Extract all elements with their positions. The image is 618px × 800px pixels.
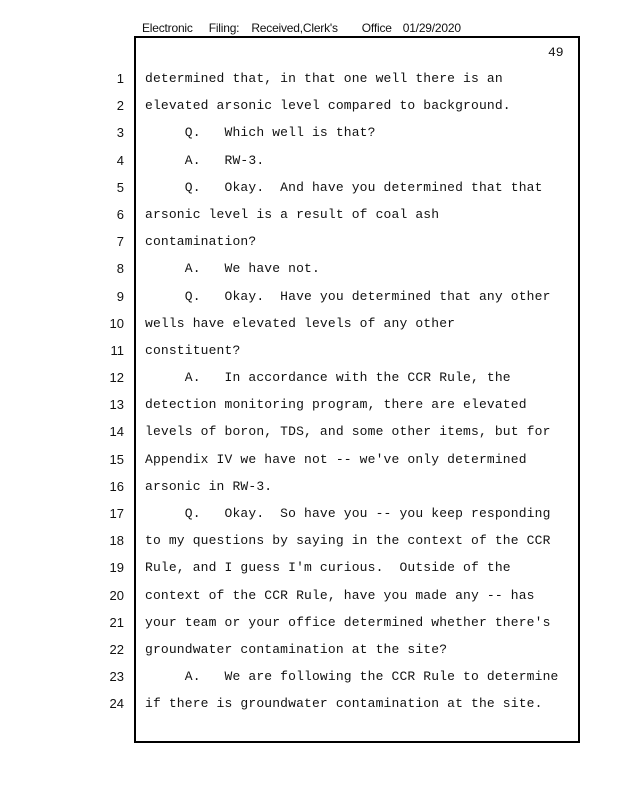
transcript-line: A. We are following the CCR Rule to determine (145, 669, 559, 685)
transcript-line: Q. Which well is that? (145, 125, 376, 141)
line-number: 18 (109, 533, 124, 549)
line-number: 13 (109, 397, 124, 413)
line-number: 20 (109, 587, 124, 603)
transcript-line: A. In accordance with the CCR Rule, the (145, 370, 511, 386)
transcript-line: if there is groundwater contamination at the site. (145, 696, 543, 712)
line-number: 11 (110, 342, 124, 358)
transcript-line: levels of boron, TDS, and some other items, but for (145, 424, 551, 440)
transcript-line: arsonic in RW-3. (145, 478, 273, 494)
line-number: 22 (109, 641, 124, 657)
transcript-line: Q. Okay. And have you determined that that (145, 179, 543, 195)
line-number: 3 (116, 125, 124, 141)
line-number: 6 (116, 206, 124, 222)
line-number: 4 (116, 152, 124, 168)
filing-stamp-filing: Filing: (208, 21, 240, 35)
line-number: 15 (109, 451, 124, 467)
transcript-line: constituent? (145, 342, 241, 358)
filing-stamp-office: Office (361, 21, 392, 35)
transcript-line: A. RW-3. (145, 152, 265, 168)
filing-stamp-date: 01/29/2020 (402, 21, 461, 35)
line-number: 9 (116, 288, 124, 304)
transcript-line: determined that, in that one well there is an (145, 71, 503, 86)
line-number: 23 (109, 669, 124, 685)
page-number: 49 (548, 45, 564, 60)
transcript-line: elevated arsonic level compared to background. (145, 98, 511, 114)
line-number: 1 (116, 71, 124, 86)
filing-stamp-electronic: Electronic (142, 21, 193, 35)
transcript-line: contamination? (145, 234, 257, 250)
transcript-line: context of the CCR Rule, have you made any -- has (145, 587, 535, 603)
line-number: 14 (109, 424, 124, 440)
line-number: 17 (109, 506, 124, 521)
transcript-line: Q. Okay. Have you determined that any other (145, 288, 551, 304)
line-number: 24 (109, 696, 124, 712)
transcript-line: Rule, and I guess I'm curious. Outside of the (145, 560, 511, 576)
transcript-line: groundwater contamination at the site? (145, 641, 448, 657)
line-number-column (100, 70, 124, 723)
line-number: 21 (109, 614, 124, 630)
line-number: 10 (109, 315, 124, 331)
transcript-line: detection monitoring program, there are elevated (145, 397, 527, 413)
line-number: 5 (116, 179, 124, 195)
transcript-line: your team or your office determined whether there's (145, 614, 551, 630)
transcript-line: wells have elevated levels of any other (145, 315, 456, 331)
filing-stamp (142, 21, 461, 35)
line-number: 16 (109, 478, 124, 494)
line-number: 19 (109, 560, 124, 576)
line-number: 12 (109, 370, 124, 386)
transcript-line: A. We have not. (145, 261, 320, 277)
transcript-line: arsonic level is a result of coal ash (145, 206, 440, 222)
transcript-body (145, 70, 575, 723)
line-number: 2 (116, 98, 124, 114)
transcript-line: to my questions by saying in the context of the CCR (145, 533, 551, 549)
line-number: 8 (116, 261, 124, 277)
filing-stamp-received: Received,Clerk's (251, 21, 338, 35)
transcript-line: Appendix IV we have not -- we've only determined (145, 451, 527, 467)
transcript-line: Q. Okay. So have you -- you keep responding (145, 506, 551, 521)
line-number: 7 (116, 234, 124, 250)
